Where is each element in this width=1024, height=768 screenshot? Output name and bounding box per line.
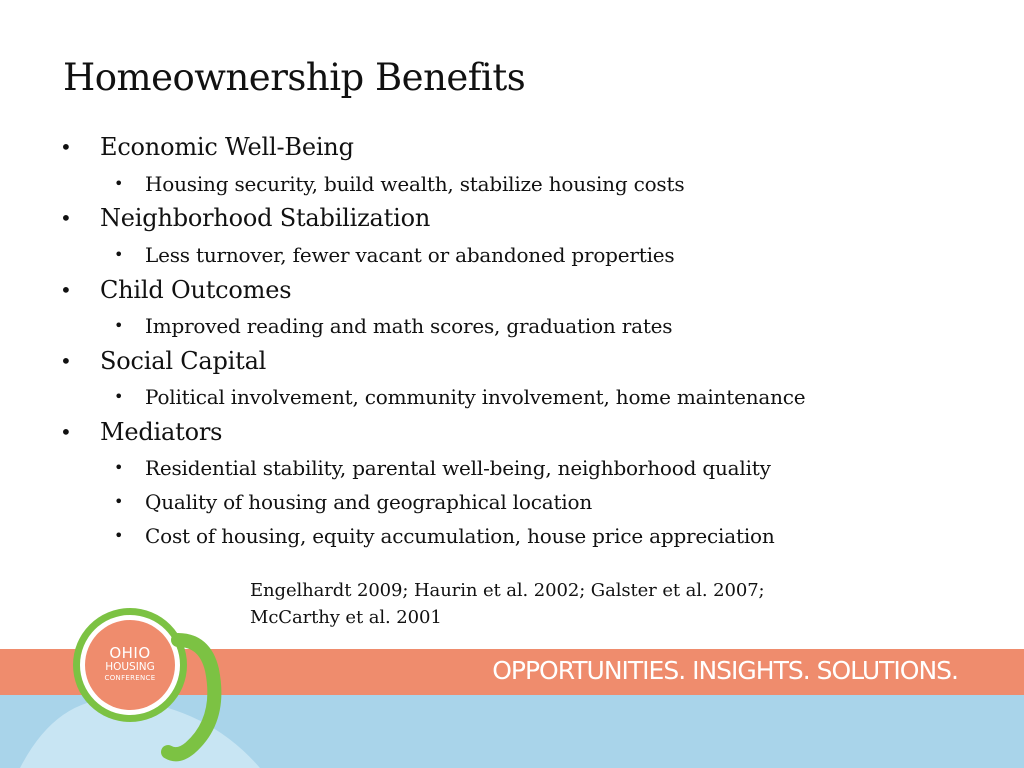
citation-line: Engelhardt 2009; Haurin et al. 2002; Galster et al. 2007;: [250, 580, 765, 601]
bullet-dot: •: [114, 492, 124, 511]
bullet-text: Mediators: [100, 418, 223, 446]
sub-bullet-text: Quality of housing and geographical location: [145, 490, 593, 514]
bullet-dot: •: [114, 458, 124, 477]
bullet-text: Child Outcomes: [100, 276, 292, 304]
bullet-dot: •: [114, 245, 124, 264]
bullet-dot: •: [60, 278, 72, 302]
logo-wordmark: [92, 646, 168, 682]
bullet-dot: •: [114, 526, 124, 545]
sub-bullet-text: Political involvement, community involvement, home maintenance: [145, 385, 806, 409]
logo-line: HOUSING: [105, 661, 155, 673]
citation-line: McCarthy et al. 2001: [250, 607, 442, 628]
bullet-text: Economic Well-Being: [100, 133, 354, 161]
logo-line: CONFERENCE: [104, 673, 156, 682]
bullet-text: Neighborhood Stabilization: [100, 204, 431, 232]
logo-line: OHIO: [109, 644, 151, 662]
bullet-dot: •: [60, 135, 72, 159]
bullet-dot: •: [114, 387, 124, 406]
citation: [250, 577, 765, 631]
sub-bullet-text: Residential stability, parental well-being, neighborhood quality: [145, 456, 771, 480]
bullet-text: Social Capital: [100, 347, 267, 375]
bullet-dot: •: [60, 349, 72, 373]
bullet-dot: •: [114, 316, 124, 335]
sub-bullet-text: Housing security, build wealth, stabilize housing costs: [145, 172, 685, 196]
footer-tagline: OPPORTUNITIES. INSIGHTS. SOLUTIONS.: [492, 656, 958, 685]
sub-bullet-text: Improved reading and math scores, graduation rates: [145, 314, 673, 338]
bullet-dot: •: [60, 420, 72, 444]
slide-title: Homeownership Benefits: [63, 56, 526, 99]
bullet-dot: •: [60, 206, 72, 230]
bullet-dot: •: [114, 174, 124, 193]
sub-bullet-text: Cost of housing, equity accumulation, house price appreciation: [145, 524, 775, 548]
sub-bullet-text: Less turnover, fewer vacant or abandoned properties: [145, 243, 675, 267]
